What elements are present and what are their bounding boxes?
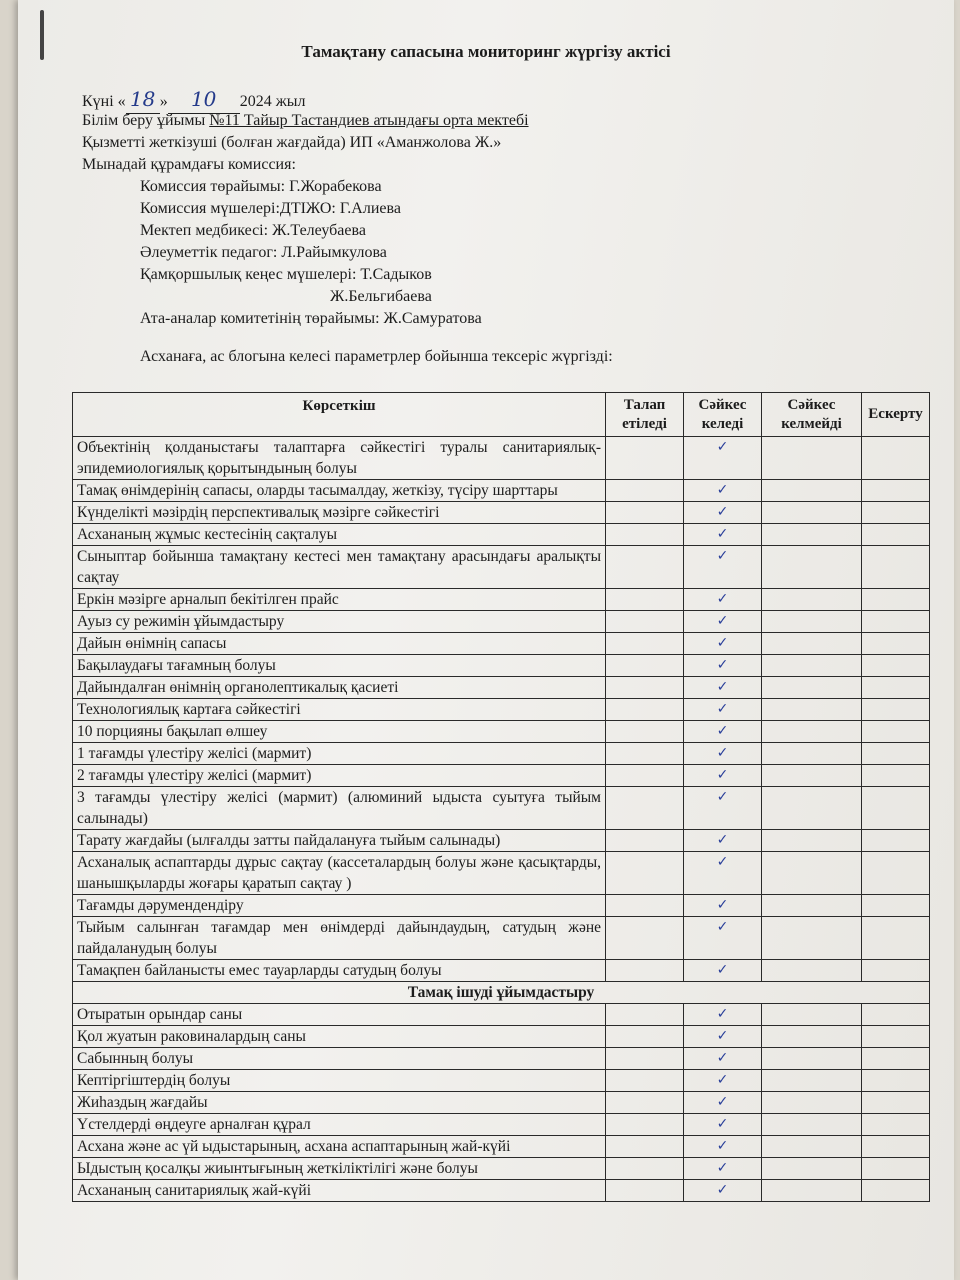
indicator-cell: 1 тағамды үлестіру желісі (мармит) [73,743,606,765]
required-cell [606,1004,684,1026]
compliant-cell: ✓ [684,787,762,830]
non-compliant-cell [762,655,862,677]
note-cell [862,1136,930,1158]
note-cell [862,830,930,852]
required-cell [606,1092,684,1114]
compliant-cell: ✓ [684,1026,762,1048]
indicator-cell: Отыратын орындар саны [73,1004,606,1026]
indicator-cell: Үстелдерді өңдеуге арналған құрал [73,1114,606,1136]
note-cell [862,895,930,917]
non-compliant-cell [762,960,862,982]
non-compliant-cell [762,437,862,480]
non-compliant-cell [762,895,862,917]
required-cell [606,1070,684,1092]
compliant-cell: ✓ [684,1070,762,1092]
document-title: Тамақтану сапасына мониторинг жүргізу актісі [301,42,671,61]
compliant-cell: ✓ [684,917,762,960]
note-cell [862,546,930,589]
date-day: 18 [129,87,156,111]
non-compliant-cell [762,611,862,633]
note-cell [862,1048,930,1070]
school-name: №11 Тайыр Тастандиев атындағы орта мектебі [209,112,529,129]
indicator-cell: Объектінің қолданыстағы талаптарға сәйкестігі туралы санитариялық-эпидемиологиялық қорытындының болуы [73,437,606,480]
compliant-cell: ✓ [684,611,762,633]
compliant-cell: ✓ [684,699,762,721]
required-cell [606,480,684,502]
section-title: Тамақ ішуді ұйымдастыру [73,982,930,1004]
non-compliant-cell [762,633,862,655]
non-compliant-cell [762,699,862,721]
required-cell [606,633,684,655]
indicator-cell: Асхана және ас үй ыдыстарының, асхана аспаптарының жай-күйі [73,1136,606,1158]
table-row [73,1180,930,1202]
table-row [73,765,930,787]
table-row [73,1026,930,1048]
non-compliant-cell [762,1180,862,1202]
table-row [73,524,930,546]
compliant-cell: ✓ [684,743,762,765]
note-cell [862,1114,930,1136]
required-cell [606,960,684,982]
note-cell [862,502,930,524]
compliant-cell: ✓ [684,677,762,699]
indicator-cell: Дайын өнімнің сапасы [73,633,606,655]
non-compliant-cell [762,852,862,895]
table-row [73,830,930,852]
indicator-cell: Күнделікті мәзірдің перспективалық мәзірге сәйкестігі [73,502,606,524]
table-row [73,1114,930,1136]
header-indicator: Көрсеткіш [73,393,606,437]
indicator-cell: Ыдыстың қосалқы жиынтығының жеткіліктілігі және болуы [73,1158,606,1180]
header-compliant: Сәйкес келеді [684,393,762,437]
note-cell [862,677,930,699]
required-cell [606,677,684,699]
table-row [73,1004,930,1026]
compliant-cell: ✓ [684,480,762,502]
note-cell [862,437,930,480]
indicator-cell: Асхананың санитариялық жай-күйі [73,1180,606,1202]
date-month: 10 [190,87,217,111]
table-row [73,1092,930,1114]
required-cell [606,546,684,589]
compliant-cell: ✓ [684,502,762,524]
note-cell [862,1158,930,1180]
table-row [73,721,930,743]
non-compliant-cell [762,1158,862,1180]
compliant-cell: ✓ [684,830,762,852]
compliant-cell: ✓ [684,1158,762,1180]
compliant-cell: ✓ [684,895,762,917]
table-row [73,502,930,524]
table-row [73,1048,930,1070]
required-cell [606,1180,684,1202]
note-cell [862,1004,930,1026]
compliant-cell: ✓ [684,852,762,895]
compliant-cell: ✓ [684,437,762,480]
indicator-cell: Асханалық аспаптарды дұрыс сақтау (кассеталардың болуы және қасықтарды, шанышқыларды жоғары қаратып сақтау ) [73,852,606,895]
non-compliant-cell [762,502,862,524]
inspection-intro: Асханаға, ас блогына келесі параметрлер бойынша тексеріс жүргізді: [140,348,613,365]
note-cell [862,1026,930,1048]
required-cell [606,852,684,895]
compliant-cell: ✓ [684,1048,762,1070]
table-header [73,393,930,437]
compliant-cell: ✓ [684,589,762,611]
table-row [73,611,930,633]
non-compliant-cell [762,1092,862,1114]
compliant-cell: ✓ [684,1092,762,1114]
table-row [73,960,930,982]
non-compliant-cell [762,743,862,765]
required-cell [606,743,684,765]
non-compliant-cell [762,1048,862,1070]
commission-member: Қамқоршылық кеңес мүшелері: Т.Садыков [140,266,432,283]
commission-member: Мектеп медбикесі: Ж.Телеубаева [140,222,366,239]
commission-member: Комиссия мүшелері:ДТІЖО: Г.Алиева [140,200,401,217]
header-required: Талап етіледі [606,393,684,437]
required-cell [606,917,684,960]
non-compliant-cell [762,765,862,787]
note-cell [862,699,930,721]
compliant-cell: ✓ [684,546,762,589]
required-cell [606,611,684,633]
table-row [73,699,930,721]
indicator-cell: 2 тағамды үлестіру желісі (мармит) [73,765,606,787]
note-cell [862,611,930,633]
compliant-cell: ✓ [684,765,762,787]
indicator-cell: Тарату жағдайы (ылғалды затты пайдалануға тыйым салынады) [73,830,606,852]
required-cell [606,699,684,721]
note-cell [862,743,930,765]
required-cell [606,1136,684,1158]
indicator-cell: Бақылаудағы тағамның болуы [73,655,606,677]
compliant-cell: ✓ [684,655,762,677]
non-compliant-cell [762,480,862,502]
table-row [73,895,930,917]
table-row [73,917,930,960]
commission-intro: Мынадай құрамдағы комиссия: [82,156,296,173]
table-row [73,743,930,765]
note-cell [862,1180,930,1202]
table-row [73,546,930,589]
indicator-cell: Жиһаздың жағдайы [73,1092,606,1114]
compliant-cell: ✓ [684,633,762,655]
non-compliant-cell [762,721,862,743]
table-row [73,852,930,895]
note-cell [862,787,930,830]
table-row [73,1070,930,1092]
non-compliant-cell [762,589,862,611]
required-cell [606,895,684,917]
required-cell [606,1026,684,1048]
indicator-cell: Дайындалған өнімнің органолептикалық қасиеті [73,677,606,699]
note-cell [862,721,930,743]
school-line: Білім беру ұйымы №11 Тайыр Тастандиев атындағы орта мектебі [82,112,529,129]
non-compliant-cell [762,787,862,830]
indicator-cell: Ауыз су режимін ұйымдастыру [73,611,606,633]
note-cell [862,852,930,895]
required-cell [606,765,684,787]
commission-member: Әлеуметтік педагог: Л.Райымкулова [140,244,387,261]
non-compliant-cell [762,1004,862,1026]
required-cell [606,502,684,524]
compliant-cell: ✓ [684,1004,762,1026]
compliant-cell: ✓ [684,721,762,743]
note-cell [862,1092,930,1114]
table-row [73,1136,930,1158]
note-cell [862,960,930,982]
header-non-compliant: Сәйкес келмейді [762,393,862,437]
indicator-cell: 3 тағамды үлестіру желісі (мармит) (алюминий ыдыста суытуға тыйым салынады) [73,787,606,830]
non-compliant-cell [762,1070,862,1092]
required-cell [606,787,684,830]
header-note: Ескерту [862,393,930,437]
compliant-cell: ✓ [684,1180,762,1202]
note-cell [862,765,930,787]
non-compliant-cell [762,1114,862,1136]
indicator-cell: Қол жуатын раковиналардың саны [73,1026,606,1048]
indicator-cell: Тамақпен байланысты емес тауарларды сатудың болуы [73,960,606,982]
required-cell [606,1048,684,1070]
table-row [73,633,930,655]
indicator-cell: Асхананың жұмыс кестесінің сақталуы [73,524,606,546]
compliant-cell: ✓ [684,524,762,546]
commission-member-extra: Ж.Бельгибаева [330,288,432,305]
compliant-cell: ✓ [684,1114,762,1136]
indicator-cell: Тамақ өнімдерінің сапасы, оларды тасымалдау, жеткізу, түсіру шарттары [73,480,606,502]
non-compliant-cell [762,1136,862,1158]
table-row [73,655,930,677]
required-cell [606,1114,684,1136]
indicator-cell: Еркін мәзірге арналып бекітілген прайс [73,589,606,611]
table-row [73,480,930,502]
required-cell [606,655,684,677]
note-cell [862,1070,930,1092]
table-row [73,589,930,611]
table-row [73,677,930,699]
provider-line: Қызметті жеткізуші (болған жағдайда) ИП «Аманжолова Ж.» [82,134,502,151]
compliant-cell: ✓ [684,1136,762,1158]
note-cell [862,589,930,611]
section-row [73,982,930,1004]
note-cell [862,917,930,960]
non-compliant-cell [762,1026,862,1048]
non-compliant-cell [762,917,862,960]
compliant-cell: ✓ [684,960,762,982]
commission-member: Комиссия төрайымы: Г.Жорабекова [140,178,382,195]
note-cell [862,655,930,677]
required-cell [606,524,684,546]
non-compliant-cell [762,546,862,589]
required-cell [606,830,684,852]
indicator-cell: 10 порцияны бақылап өлшеу [73,721,606,743]
indicator-cell: Тағамды дәрумендендіру [73,895,606,917]
note-cell [862,524,930,546]
table-row [73,787,930,830]
indicator-cell: Сабынның болуы [73,1048,606,1070]
date-line: Күні « 18 » 10 2024 жыл [82,88,305,114]
note-cell [862,480,930,502]
required-cell [606,721,684,743]
document-page [18,0,954,1280]
inspection-table [72,392,930,1202]
indicator-cell: Кептіргіштердің болуы [73,1070,606,1092]
non-compliant-cell [762,677,862,699]
table-row [73,1158,930,1180]
indicator-cell: Тыйым салынған тағамдар мен өнімдерді дайындаудың, сатудың және пайдаланудың болуы [73,917,606,960]
non-compliant-cell [762,830,862,852]
required-cell [606,1158,684,1180]
indicator-cell: Технологиялық картаға сәйкестігі [73,699,606,721]
required-cell [606,437,684,480]
required-cell [606,589,684,611]
commission-parents: Ата-аналар комитетінің төрайымы: Ж.Самуратова [140,310,482,327]
indicator-cell: Сыныптар бойынша тамақтану кестесі мен тамақтану арасындағы аралықты сақтау [73,546,606,589]
non-compliant-cell [762,524,862,546]
note-cell [862,633,930,655]
table-row [73,437,930,480]
